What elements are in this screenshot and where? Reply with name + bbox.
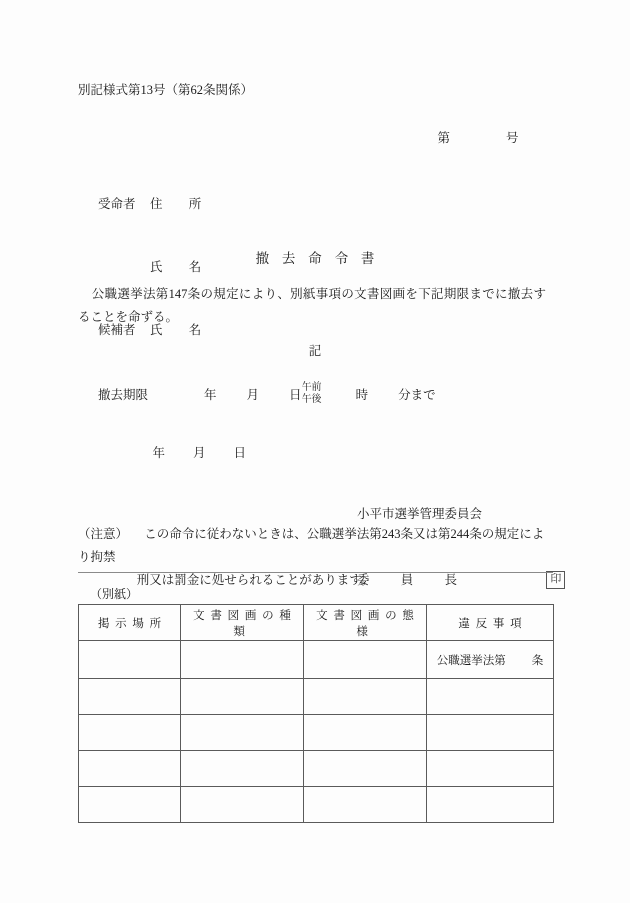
deadline-minute-unit: 分まで <box>398 387 436 402</box>
candidate-name-label: 氏 名 <box>150 323 209 337</box>
issue-date-month-unit: 月 <box>193 446 206 460</box>
cell-location-1[interactable] <box>79 641 181 679</box>
form-code-label: 別記様式第13号（第62条関係） <box>78 83 254 97</box>
ki-mark-label: 記 <box>308 344 322 358</box>
cell-doc-form-3[interactable] <box>304 715 427 751</box>
cell-violation-5[interactable] <box>427 787 554 823</box>
column-header-doc-type <box>181 605 304 641</box>
seal-stamp-box: 印 <box>546 571 565 589</box>
deadline-pm-label: 午後 <box>301 393 322 405</box>
candidate-role-label: 候補者 <box>98 323 136 337</box>
cell-location-2[interactable] <box>79 679 181 715</box>
deadline-label: 撤去期限 <box>98 387 149 402</box>
order-body-text: 公職選挙法第147条の規定により、別紙事項の文書図画を下記期限までに撤去することを命ずる。 <box>78 287 546 324</box>
recipient-address-label: 住 所 <box>150 197 209 211</box>
table-row <box>79 751 554 787</box>
issue-date-row <box>140 428 246 476</box>
issue-date-day-unit: 日 <box>233 446 247 460</box>
cell-violation-4[interactable] <box>427 751 554 787</box>
cell-doc-type-3[interactable] <box>181 715 304 751</box>
cell-doc-form-1[interactable] <box>304 641 427 679</box>
violation-article-text <box>437 652 544 668</box>
section-divider <box>78 572 553 573</box>
cell-violation-3[interactable] <box>427 715 554 751</box>
column-header-violation-label: 違反事項 <box>458 617 528 630</box>
table-row <box>79 679 554 715</box>
cell-doc-type-2[interactable] <box>181 679 304 715</box>
cell-doc-form-2[interactable] <box>304 679 427 715</box>
deadline-hour-unit: 時 <box>355 387 369 402</box>
cell-location-4[interactable] <box>79 751 181 787</box>
cell-doc-type-5[interactable] <box>181 787 304 823</box>
cell-location-3[interactable] <box>79 715 181 751</box>
table-header-row <box>79 605 554 641</box>
cell-location-5[interactable] <box>79 787 181 823</box>
recipient-row-address <box>98 194 208 215</box>
cell-doc-form-5[interactable] <box>304 787 427 823</box>
appendix-table <box>78 604 554 823</box>
appendix-label: （別紙） <box>90 587 139 601</box>
page-title: 撤去命令書 <box>255 251 388 266</box>
caution-note <box>78 523 548 592</box>
issue-date-year-unit: 年 <box>152 446 166 460</box>
issuer-organization-label: 小平市選挙管理委員会 <box>357 507 483 521</box>
deadline-year-unit: 年 <box>204 387 217 402</box>
serial-number-line <box>425 113 519 161</box>
column-header-violation <box>427 605 554 641</box>
issuer-chair-label: 委 員 長 <box>357 573 467 587</box>
caution-line-1: この命令に従わないときは、公職選挙法第243条又は第244条の規定により拘禁 <box>78 527 545 564</box>
serial-prefix-label: 第 <box>437 131 451 145</box>
column-header-doc-form <box>304 605 427 641</box>
column-header-location-label: 掲示場所 <box>97 617 167 630</box>
caution-line-2: 刑又は罰金に処せられることがあります。 <box>136 573 374 587</box>
cell-violation-1[interactable] <box>427 641 554 679</box>
cell-doc-form-4[interactable] <box>304 751 427 787</box>
deadline-ampm-stack <box>302 382 322 405</box>
violation-article-suffix: 条 <box>531 654 544 667</box>
recipient-name-label: 氏 名 <box>150 260 209 274</box>
deadline-day-unit: 日 <box>289 387 302 402</box>
cell-violation-2[interactable] <box>427 679 554 715</box>
recipient-role-label: 受命者 <box>98 197 136 211</box>
cell-doc-type-4[interactable] <box>181 751 304 787</box>
column-header-doc-type-label: 文書図画の種類 <box>193 609 297 638</box>
table-row <box>79 641 554 679</box>
column-header-location <box>79 605 181 641</box>
column-header-doc-form-label: 文書図画の態様 <box>316 609 420 638</box>
caution-head-label: （注意） <box>78 527 129 541</box>
removal-deadline-row <box>98 382 436 405</box>
violation-article-prefix: 公職選挙法第 <box>436 654 506 667</box>
deadline-month-unit: 月 <box>246 387 260 402</box>
cell-doc-type-1[interactable] <box>181 641 304 679</box>
deadline-am-label: 午前 <box>301 382 322 393</box>
table-row <box>79 715 554 751</box>
serial-suffix-label: 号 <box>506 131 519 145</box>
table-row <box>79 787 554 823</box>
